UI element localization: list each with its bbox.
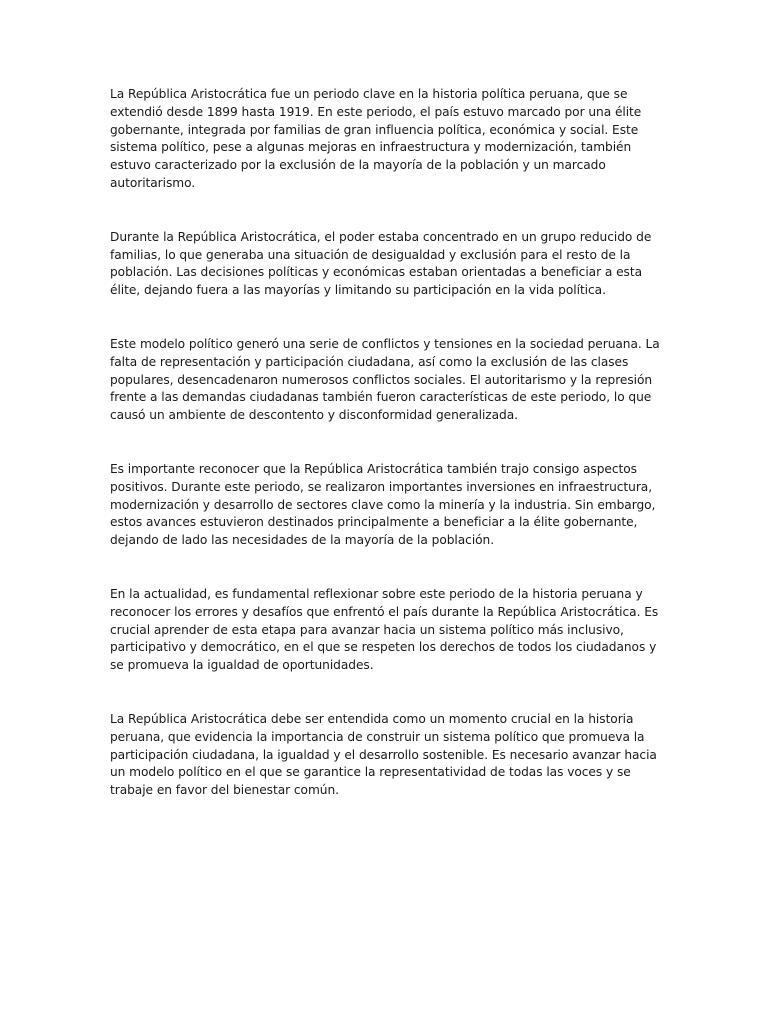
paragraph-3: Este modelo político generó una serie de conflictos y tensiones en la sociedad peruana. La falta de representación y participación ciudadana, así como la exclusión de las clases populares, desencadenaron numerosos conflictos sociales. El autoritarismo y la represión frente a las demandas ciudadanas también fueron características de este periodo, lo que causó un ambiente de descontento y disconformidad generalizada. [110,336,660,423]
paragraph-5: En la actualidad, es fundamental reflexionar sobre este periodo de la historia peruana y reconocer los errores y desafíos que enfrentó el país durante la República Aristocrática. Es crucial aprender de esta etapa para avanzar hacia un sistema político más inclusivo, participativo y democrático, en el que se respeten los derechos de todos los ciudadanos y se promueva la igualdad de oportunidades. [110,586,659,673]
document-body [110,86,662,836]
paragraph-2: Durante la República Aristocrática, el poder estaba concentrado en un grupo reducido de familias, lo que generaba una situación de desigualdad y exclusión para el resto de la población. Las decisiones políticas y económicas estaban orientadas a beneficiar a esta élite, dejando fuera a las mayorías y limitando su participación en la vida política. [110,229,652,298]
paragraph-6: La República Aristocrática debe ser entendida como un momento crucial en la historia peruana, que evidencia la importancia de construir un sistema político que promueva la participación ciudadana, la igualdad y el desarrollo sostenible. Es necesario avanzar hacia un modelo político en el que se garantice la representatividad de todas las voces y se trabaje en favor del bienestar común. [110,711,657,798]
paragraph-4: Es importante reconocer que la República Aristocrática también trajo consigo aspectos positivos. Durante este periodo, se realizaron importantes inversiones en infraestructura, modernización y desarrollo de sectores clave como la minería y la industria. Sin embargo, estos avances estuvieron destinados principalmente a beneficiar a la élite gobernante, dejando de lado las necesidades de la mayoría de la población. [110,461,656,548]
paragraph-1: La República Aristocrática fue un periodo clave en la historia política peruana, que se extendió desde 1899 hasta 1919. En este periodo, el país estuvo marcado por una élite gobernante, integrada por familias de gran influencia política, económica y social. Este sistema político, pese a algunas mejoras en infraestructura y modernización, también estuvo caracterizado por la exclusión de la mayoría de la población y un marcado autoritarismo. [110,87,642,190]
